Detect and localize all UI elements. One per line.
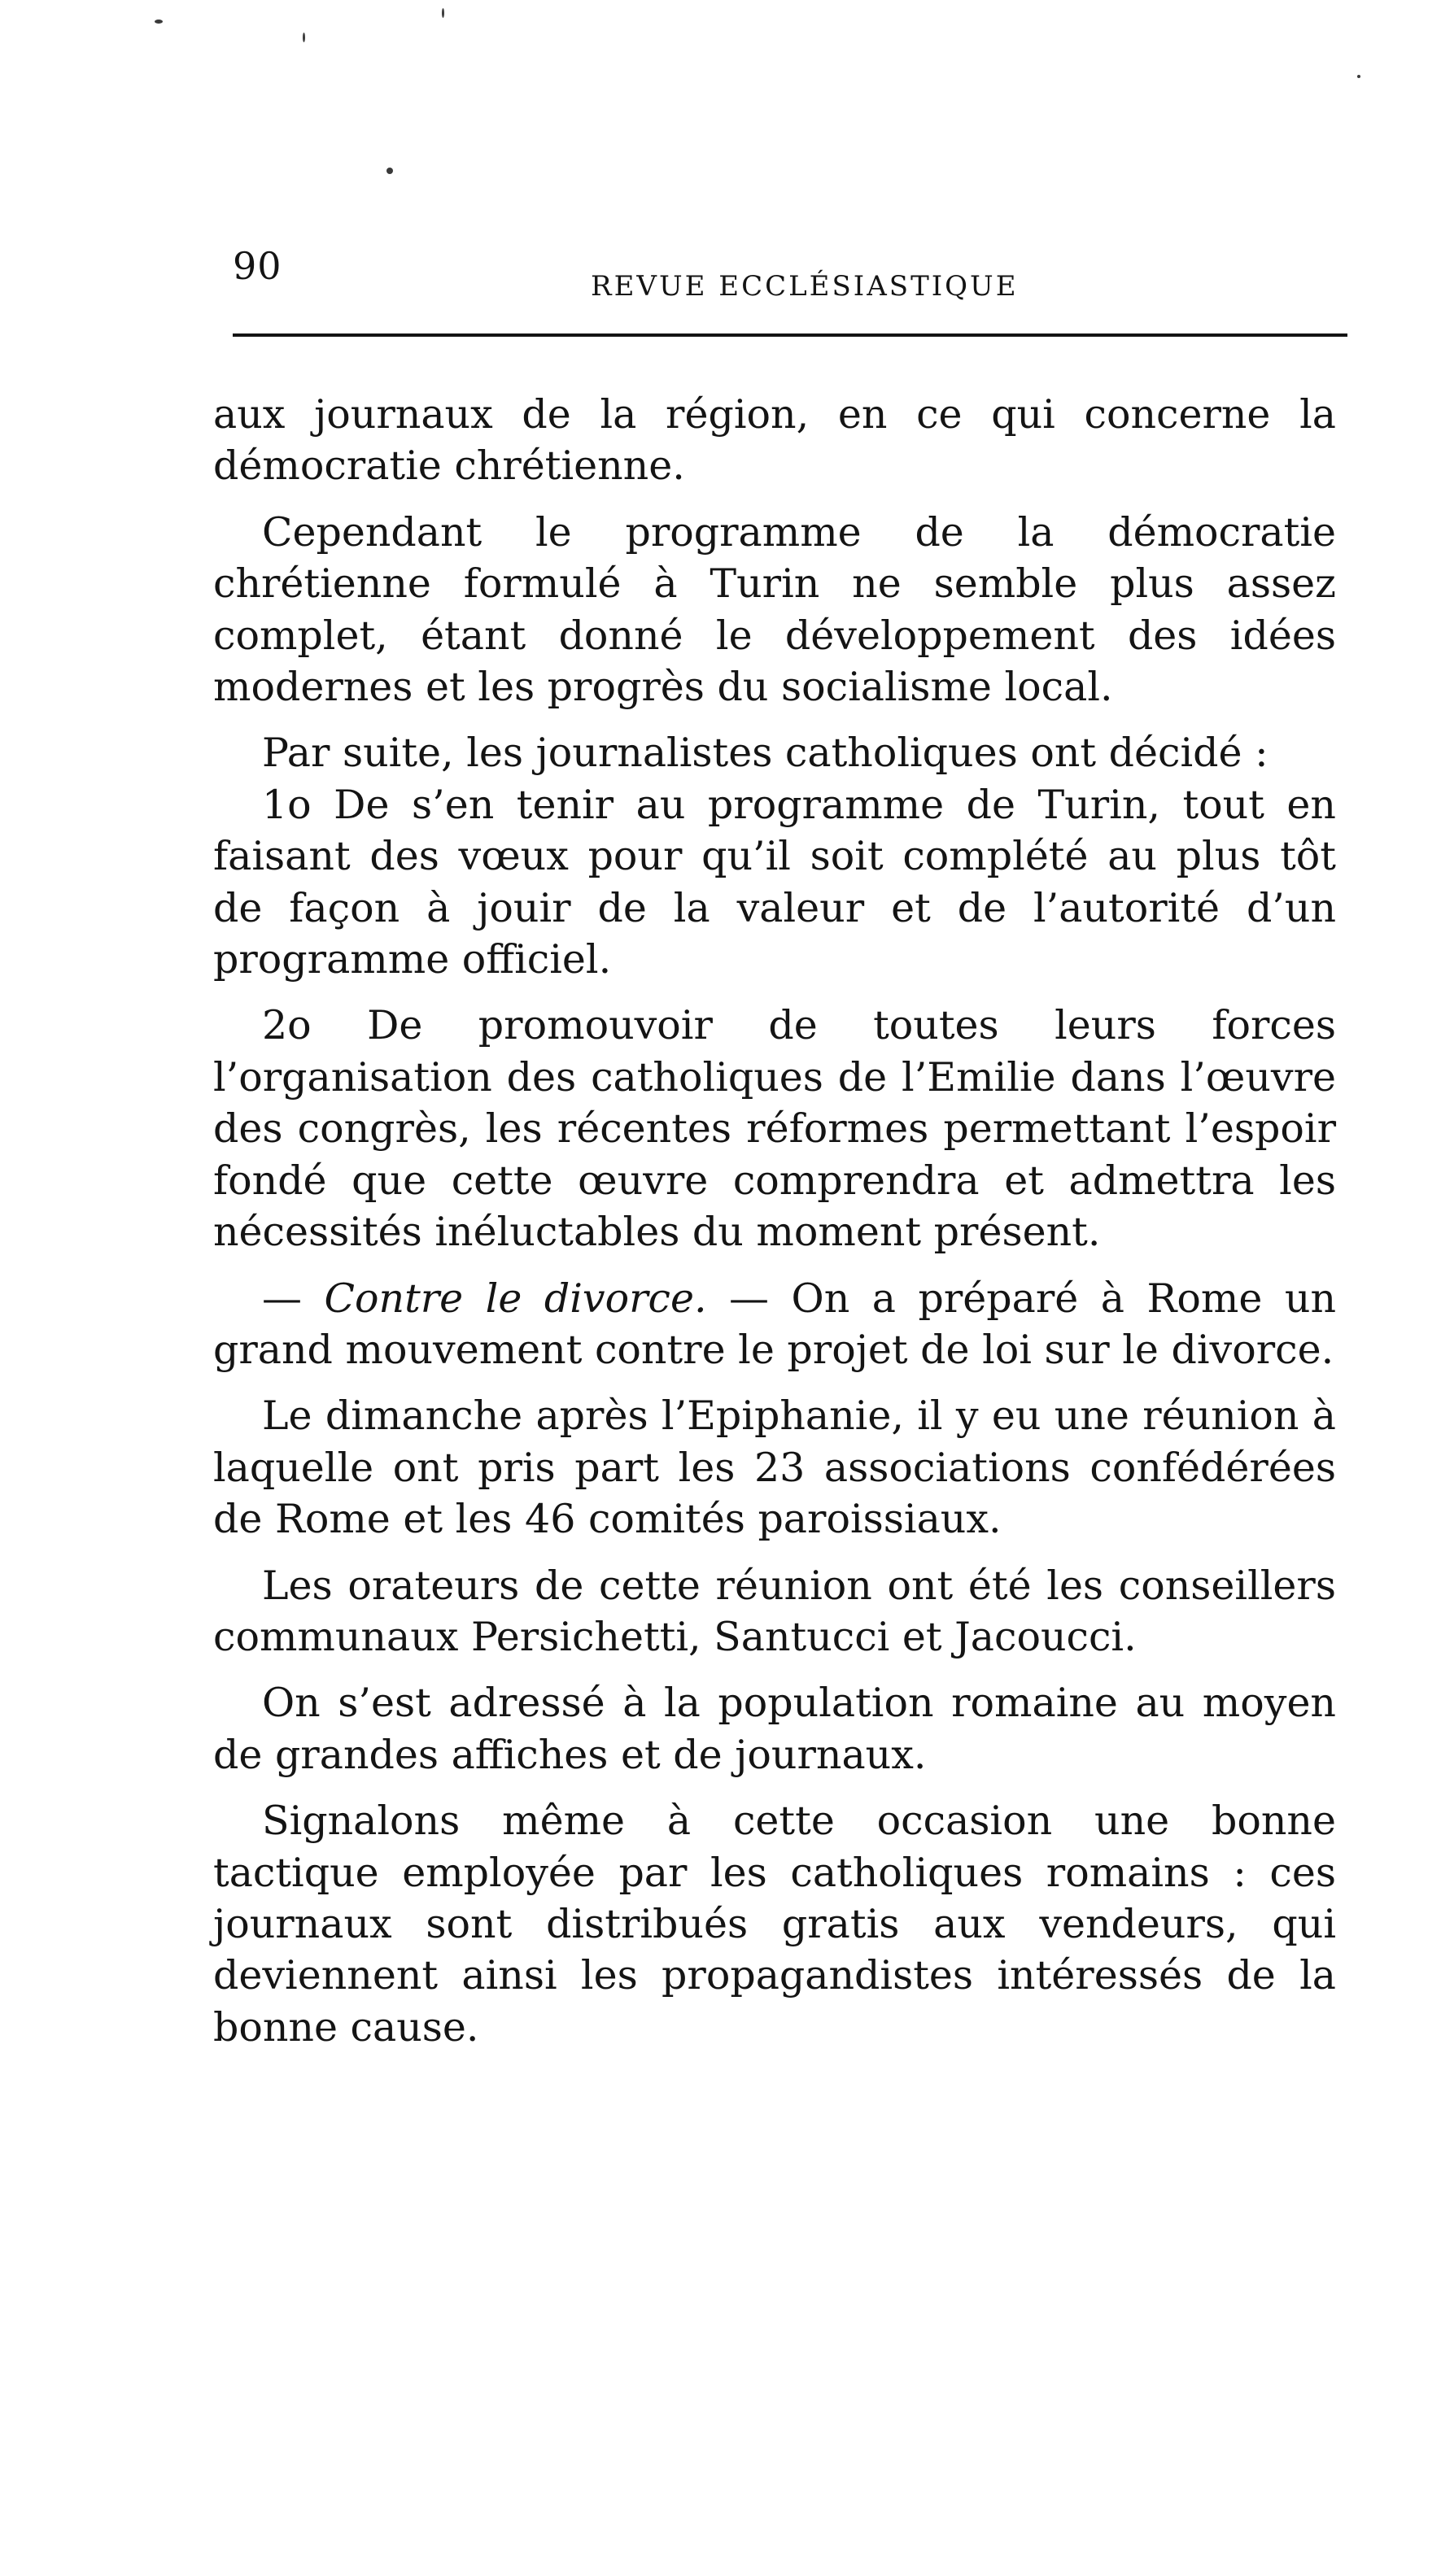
paragraph: Les orateurs de cette réunion ont été les conseillers communaux Persichetti, Santucci et Jacoucci.: [213, 1562, 1336, 1660]
section-dash: —: [262, 1275, 302, 1322]
paragraph: Cependant le programme de la démocratie chrétienne formulé à Turin ne semble plus assez complet, étant donné le développement des idées modernes et les progrès du socialisme local.: [213, 508, 1336, 711]
paragraph: On s’est adressé à la population romaine au moyen de grandes affiches et de journaux.: [213, 1680, 1336, 1778]
scan-speck: [155, 20, 163, 24]
paragraph: 1o De s’en tenir au programme de Turin, tout en faisant des vœux pour qu’il soit complété au plus tôt de façon à jouir de la valeur et de l’autorité d’un programme officiel.: [213, 781, 1336, 983]
paragraph: aux journaux de la région, en ce qui concerne la démocratie chrétienne.: [213, 391, 1336, 490]
page-header: [233, 236, 1347, 309]
running-title: REVUE ECCLÉSIASTIQUE: [591, 270, 1019, 303]
scan-speck: [386, 168, 393, 174]
section-lead: — On a préparé à Rome un grand mouvement contre le projet de loi sur le divorce.: [213, 1275, 1337, 1373]
header-rule: [233, 333, 1347, 337]
paragraph: Signalons même à cette occasion une bonne tactique employée par les catholiques romains : ces journaux sont distribués gratis aux vendeurs, qui deviennent ainsi les propagandistes intéressés de la bonne cause.: [213, 1798, 1336, 2051]
page-number: 90: [233, 244, 282, 288]
scan-speck: [442, 8, 444, 18]
paragraph: 2o De promouvoir de toutes leurs forces l’organisation des catholiques de l’Emilie dans l’œuvre des congrès, les récentes réformes permettant l’espoir fondé que cette œuvre comprendra et admettra les nécessités inéluctables du moment présent.: [213, 1002, 1336, 1256]
scan-speck: [303, 33, 305, 42]
paragraph: Le dimanche après l’Epiphanie, il y eu une réunion à laquelle ont pris part les 23 associations confédérées de Rome et les 46 comités paroissiaux.: [213, 1393, 1336, 1543]
scan-speck: [1357, 75, 1360, 78]
section-paragraph: [213, 1273, 1336, 1376]
section-title: Contre le divorce.: [324, 1275, 707, 1322]
paragraph: Par suite, les journalistes catholiques ont décidé :: [262, 730, 1269, 777]
body-text: [213, 389, 1336, 2053]
